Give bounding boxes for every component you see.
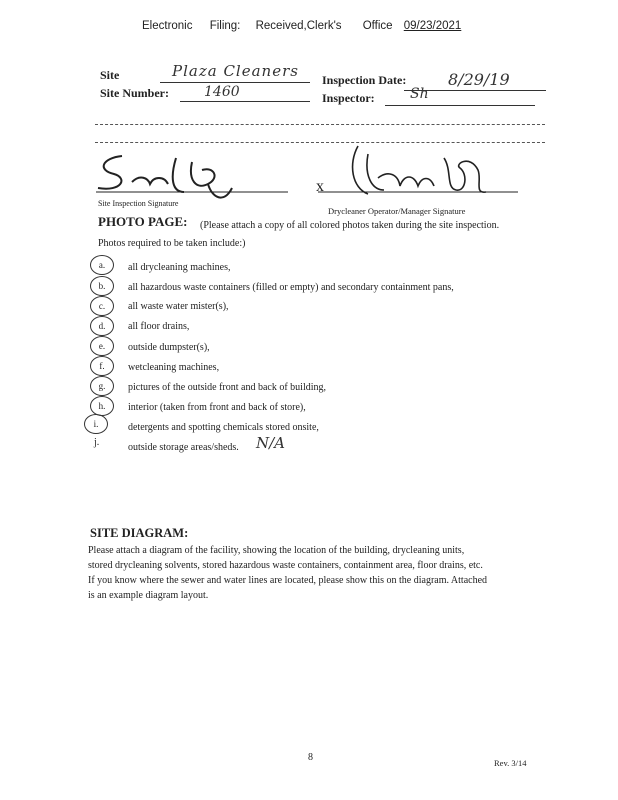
site-number-label: Site Number: [100, 86, 169, 100]
inspection-date-value: 8/29/19 [448, 70, 510, 89]
site-number-value: 1460 [204, 84, 240, 100]
list-item: interior (taken from front and back of store), [128, 402, 306, 413]
item-letter: f. [90, 356, 114, 376]
page-number: 8 [308, 752, 313, 763]
site-value: Plaza Cleaners [172, 62, 299, 80]
item-letter: c. [90, 296, 114, 316]
list-item: wetcleaning machines, [128, 362, 220, 373]
site-diagram-line-4: is an example diagram layout. [88, 590, 209, 601]
header-received: Received,Clerk's [255, 20, 342, 32]
list-item: outside storage areas/sheds. [128, 442, 239, 453]
site-diagram-line-2: stored drycleaning solvents, stored hazardous waste containers, containment area, floor drains, etc. [88, 560, 483, 571]
item-letter: g. [90, 376, 114, 396]
list-item: all waste water mister(s), [128, 301, 229, 312]
header-office: Office [362, 20, 393, 32]
photo-page-title: PHOTO PAGE: [98, 214, 188, 229]
item-letter-plain: j. [94, 437, 100, 448]
operator-signature-label: Drycleaner Operator/Manager Signature [328, 206, 466, 216]
inspector-label: Inspector: [322, 91, 375, 105]
na-note: N/A [256, 434, 286, 452]
revision: Rev. 3/14 [494, 758, 527, 768]
site-label: Site [100, 68, 120, 82]
item-letter: e. [90, 336, 114, 356]
photo-page-instruction: (Please attach a copy of all colored photos taken during the site inspection. [200, 220, 500, 231]
site-inspection-signature-label: Site Inspection Signature [98, 199, 179, 208]
list-item: all drycleaning machines, [128, 262, 231, 273]
header-date: 09/23/2021 [403, 20, 462, 32]
x-mark: x [316, 178, 324, 195]
list-item: all floor drains, [128, 321, 190, 332]
header-electronic: Electronic [142, 20, 193, 32]
item-letter: a. [90, 255, 114, 275]
site-diagram-title: SITE DIAGRAM: [90, 526, 189, 540]
item-letter: d. [90, 316, 114, 336]
inspection-date-label: Inspection Date: [322, 73, 407, 87]
item-letter: b. [90, 276, 114, 296]
filing-header [142, 20, 461, 32]
header-filing: Filing: [209, 20, 241, 32]
inspector-value: Sh [410, 86, 429, 102]
item-letter: i. [84, 414, 108, 434]
operator-signature [318, 140, 528, 210]
item-letter: h. [90, 396, 114, 416]
list-item: outside dumpster(s), [128, 342, 210, 353]
photos-required-label: Photos required to be taken include:) [98, 238, 246, 249]
list-item: detergents and spotting chemicals stored onsite, [128, 422, 319, 433]
site-diagram-line-3: If you know where the sewer and water lines are located, please show this on the diagram. Attached [88, 575, 488, 586]
site-diagram-line-1: Please attach a diagram of the facility, showing the location of the building, drycleaning units, [88, 545, 465, 556]
list-item: pictures of the outside front and back of building, [128, 382, 327, 393]
list-item: all hazardous waste containers (filled or empty) and secondary containment pans, [128, 282, 454, 293]
